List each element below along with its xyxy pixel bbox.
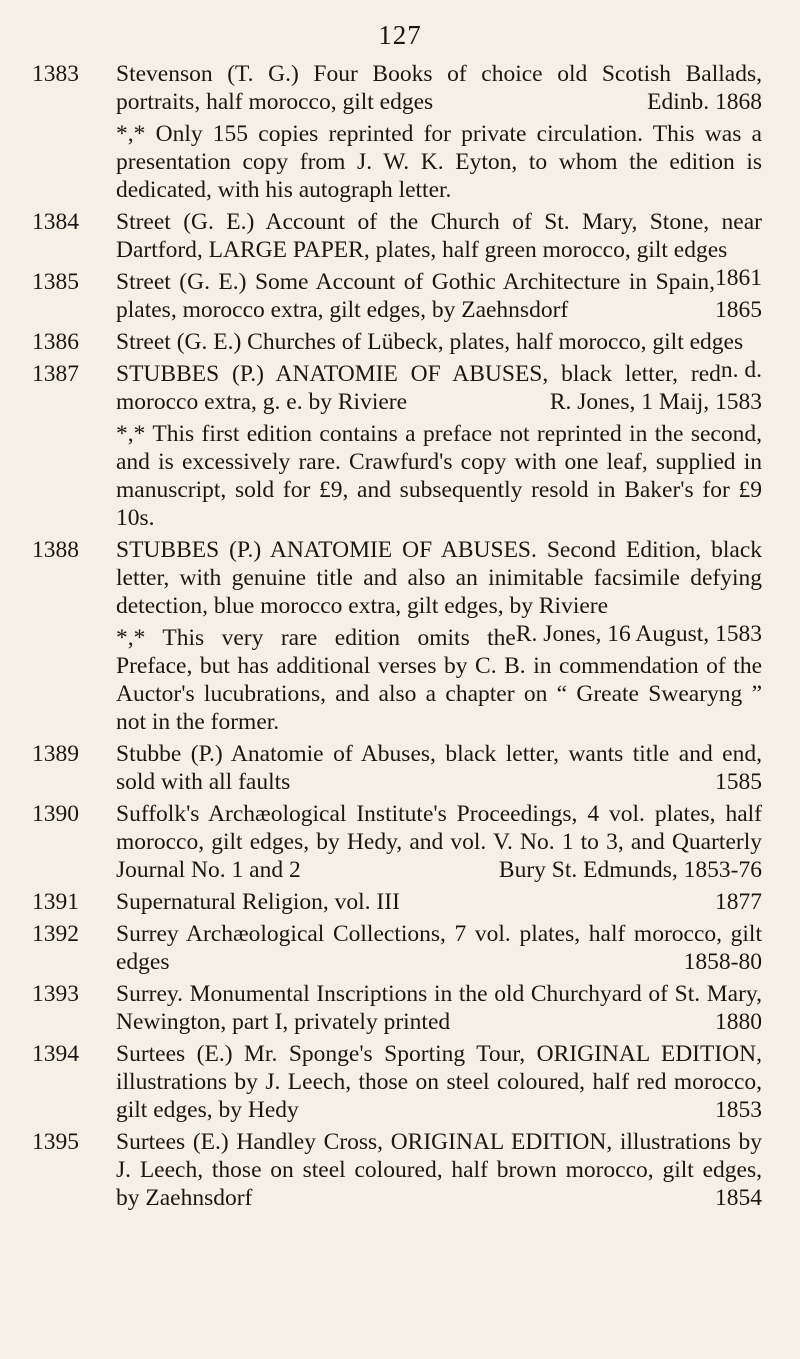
lot-number: 1388 [32, 537, 79, 563]
lot-number: 1383 [32, 61, 79, 87]
entry-text: Suffolk's Archæological Institute's Proceedings, 4 vol. plates, half morocco, gilt edges, by Hedy, and vol. V. No. 1 to 3, and Quarterly Journal No. 1 and 2 [116, 801, 762, 883]
entry-text: STUBBES (P.) ANATOMIE OF ABUSES, black letter, red morocco extra, g. e. by Riviere [116, 361, 721, 415]
lot-number: 1392 [32, 921, 79, 947]
entry-date: R. Jones, 1 Maij, 1583 [549, 389, 762, 415]
entry-text: Stubbe (P.) Anatomie of Abuses, black letter, wants title and end, sold with all faults [116, 741, 762, 795]
entry-date: Edinb. 1868 [647, 89, 762, 115]
entry-date: 1858-80 [683, 949, 762, 975]
entry-note [0, 120, 800, 204]
lot-number: 1384 [32, 209, 79, 235]
note-text: *,* This first edition contains a preface not reprinted in the second, and is excessively rare. Crawfurd's copy with one leaf, supplied in manuscript, sold for £9, and subsequently resold in Baker's for £9 10s. [116, 421, 762, 531]
catalogue-entry [0, 920, 800, 976]
entry-description [116, 888, 762, 916]
catalogue-entry [0, 536, 800, 647]
entry-date: 1854 [715, 1185, 762, 1211]
entry-description [116, 536, 762, 647]
note-text: *,* Only 155 copies reprinted for private circulation. This was a presentation copy from J. W. K. Eyton, to whom the edition is dedicated, with his autograph letter. [116, 121, 762, 203]
entry-text: Street (G. E.) Account of the Church of St. Mary, Stone, near Dartford, LARGE PAPER, plates, half green morocco, gilt edges [116, 209, 762, 263]
lot-number: 1389 [32, 741, 79, 767]
entry-description [116, 980, 762, 1036]
catalogue-entry [0, 980, 800, 1036]
entry-description [116, 360, 762, 416]
catalogue-entry [0, 740, 800, 796]
catalogue-entry [0, 888, 800, 916]
entry-date: 1865 [715, 297, 762, 323]
lot-number: 1386 [32, 329, 79, 355]
entry-description [116, 740, 762, 796]
catalogue-entries [0, 60, 800, 1216]
lot-number: 1395 [32, 1129, 79, 1155]
entry-text: Surtees (E.) Mr. Sponge's Sporting Tour, ORIGINAL EDITION, illustrations by J. Leech, those on steel coloured, half red morocco, gilt edges, by Hedy [116, 1041, 762, 1123]
entry-date: 1853 [715, 1097, 762, 1123]
entry-note [0, 624, 800, 736]
entry-description [116, 1040, 762, 1124]
entry-description [116, 208, 762, 291]
catalogue-entry [0, 268, 800, 324]
entry-description [116, 268, 762, 324]
lot-number: 1391 [32, 889, 79, 915]
entry-description [116, 1128, 762, 1212]
entry-description [116, 920, 762, 976]
entry-description [116, 328, 762, 383]
entry-note [0, 420, 800, 532]
entry-date: 1880 [715, 1009, 762, 1035]
entry-date: 1877 [715, 889, 762, 915]
entry-text: Street (G. E.) Some Account of Gothic Architecture in Spain, plates, morocco extra, gilt edges, by Zaehnsdorf [116, 269, 715, 323]
entry-date: 1861 [715, 265, 762, 291]
entry-text: Surtees (E.) Handley Cross, ORIGINAL EDITION, illustrations by J. Leech, those on steel coloured, half brown morocco, gilt edges, by Zaehnsdorf [116, 1129, 762, 1211]
entry-date: n. d. [720, 357, 762, 383]
entry-text: STUBBES (P.) ANATOMIE OF ABUSES. Second Edition, black letter, with genuine title and also an inimitable facsimile defying detection, blue morocco extra, gilt edges, by Riviere [116, 537, 762, 619]
entry-date: R. Jones, 16 August, 1583 [515, 621, 762, 647]
lot-number: 1393 [32, 981, 79, 1007]
lot-number: 1385 [32, 269, 79, 295]
entry-description [116, 60, 762, 116]
lot-number: 1390 [32, 801, 79, 827]
catalogue-entry [0, 60, 800, 116]
lot-number: 1394 [32, 1041, 79, 1067]
entry-text: Stevenson (T. G.) Four Books of choice old Scotish Ballads, portraits, half morocco, gilt edges [116, 61, 762, 115]
entry-description [116, 800, 762, 884]
entry-text: Surrey. Monumental Inscriptions in the old Churchyard of St. Mary, Newington, part I, privately printed [116, 981, 762, 1035]
page-number: 127 [378, 20, 422, 50]
catalogue-entry [0, 800, 800, 884]
entry-text: Surrey Archæological Collections, 7 vol. plates, half morocco, gilt edges [116, 921, 762, 975]
entry-text: Street (G. E.) Churches of Lübeck, plates, half morocco, gilt edges [116, 329, 744, 355]
note-text: *,* This very rare edition omits the Preface, but has additional verses by C. B. in commendation of the Auctor's lucubrations, and also a chapter on “ Greate Swearyng ” not in the former. [116, 625, 762, 735]
entry-date: 1585 [715, 769, 762, 795]
entry-date: Bury St. Edmunds, 1853-76 [498, 857, 762, 883]
catalogue-entry [0, 1128, 800, 1212]
catalogue-entry [0, 360, 800, 416]
entry-text: Supernatural Religion, vol. III [116, 889, 400, 915]
lot-number: 1387 [32, 361, 79, 387]
catalogue-entry [0, 1040, 800, 1124]
